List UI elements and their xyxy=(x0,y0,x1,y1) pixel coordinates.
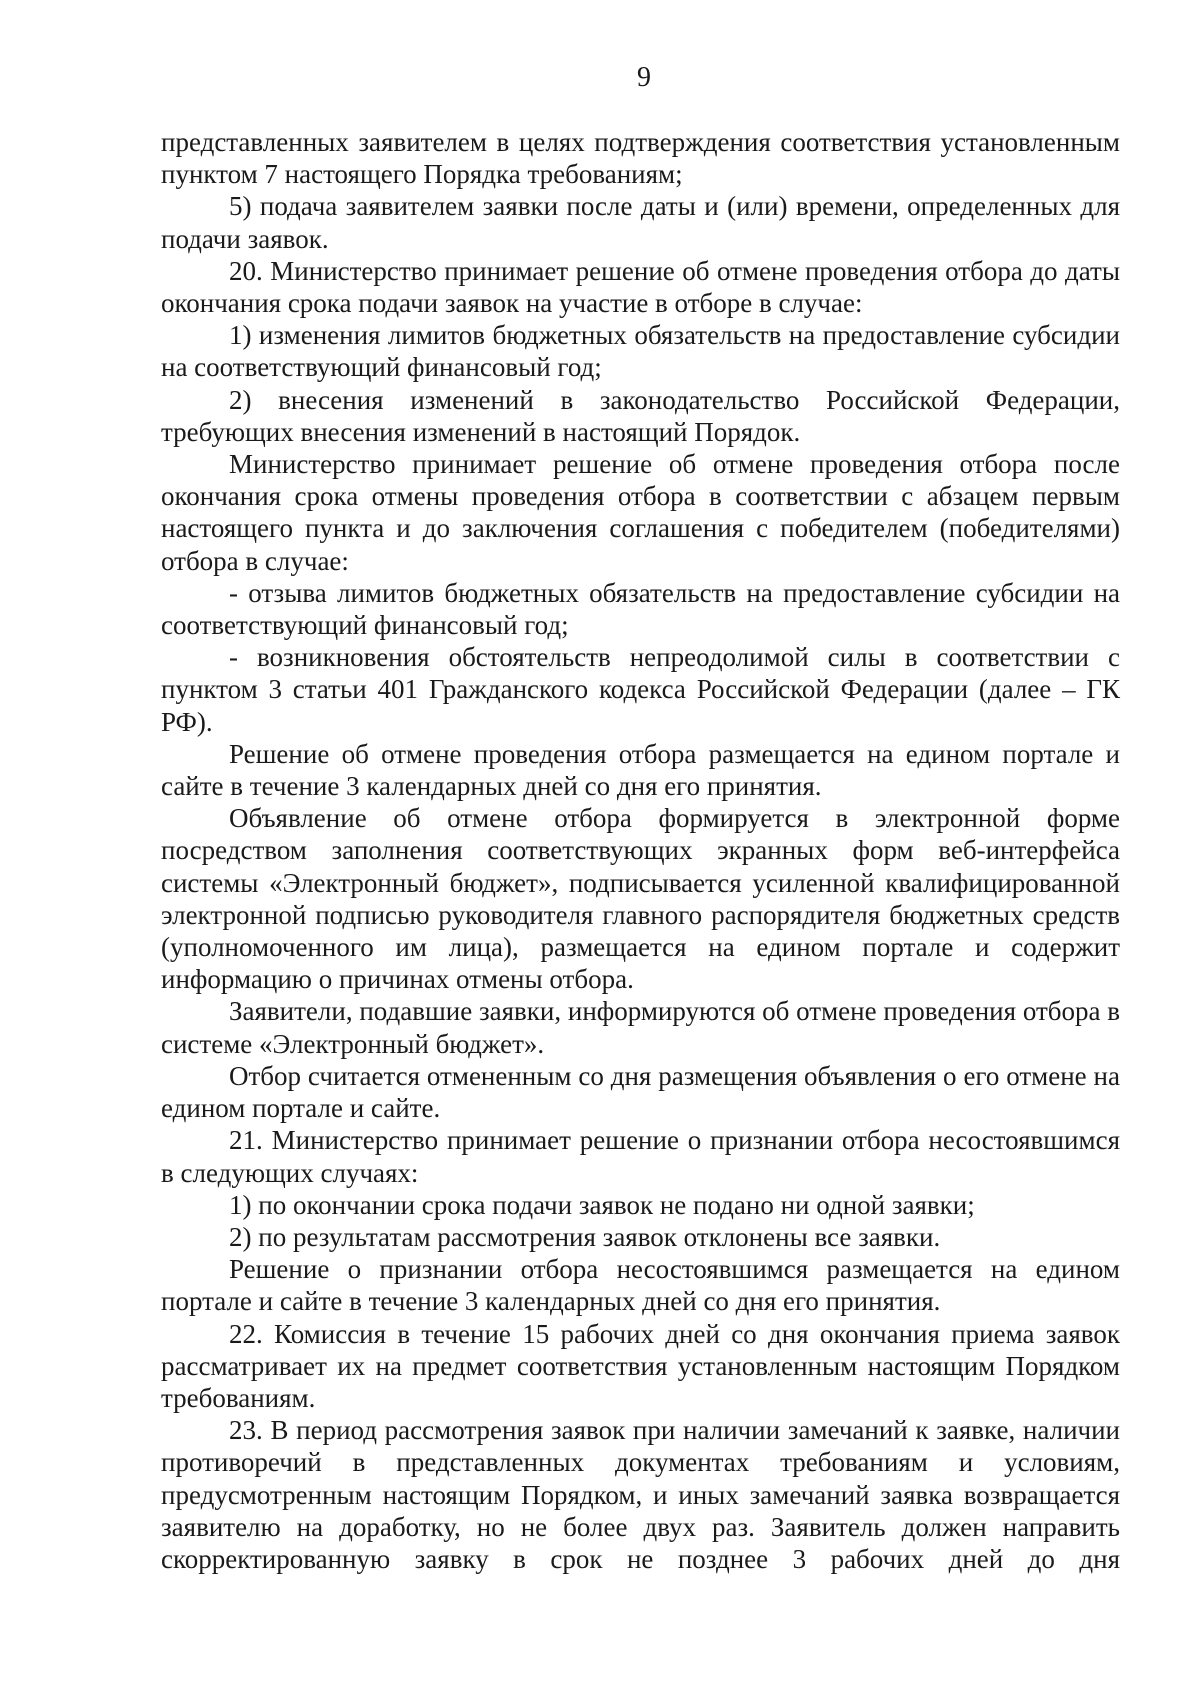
paragraph-dash-item-force-majeure: - возникновения обстоятельств непреодолимой силы в соответствии с пунктом 3 статьи 401 Гражданского кодекса Российской Федерации (далее – ГК РФ). xyxy=(161,642,1120,737)
paragraph-cancellation-after-deadline: Министерство принимает решение об отмене проведения отбора после окончания срока отмены проведения отбора в соответствии с абзацем первым настоящего пункта и до заключения соглашения с победителем (победителями) отбора в случае: xyxy=(161,449,1120,576)
paragraph-cancellation-announcement: Объявление об отмене отбора формируется в электронной форме посредством заполнения соответствующих экранных форм веб-интерфейса системы «Электронный бюджет», подписывается усиленной квалифицированной электронной подписью руководителя главного распорядителя бюджетных средств (уполномоченного им лица), размещается на едином портале и содержит информацию о причинах отмены отбора. xyxy=(161,803,1120,995)
paragraph-failed-item-1: 1) по окончании срока подачи заявок не подано ни одной заявки; xyxy=(229,1189,975,1220)
paragraph-cancellation-effective: Отбор считается отмененным со дня размещения объявления о его отмене на едином портале и сайте. xyxy=(161,1060,1120,1124)
paragraph-continuation: представленных заявителем в целях подтверждения соответствия установленным пунктом 7 настоящего Порядка требованиям; xyxy=(161,127,1120,190)
paragraph-dash-item-limits: - отзыва лимитов бюджетных обязательств на предоставление субсидии на соответствующий финансовый год; xyxy=(161,577,1120,641)
paragraph-list-item-5: 5) подача заявителем заявки после даты и (или) времени, определенных для подачи заявок. xyxy=(161,191,1120,254)
paragraph-failed-item-2: 2) по результатам рассмотрения заявок отклонены все заявки. xyxy=(229,1221,941,1252)
page-number: 9 xyxy=(637,62,651,93)
paragraph-cancellation-publication: Решение об отмене проведения отбора размещается на едином портале и сайте в течение 3 календарных дней со дня его принятия. xyxy=(161,738,1120,802)
paragraph-clause-23: 23. В период рассмотрения заявок при наличии замечаний к заявке, наличии противоречий в представленных документах требованиям и условиям, предусмотренным настоящим Порядком, и иных замечаний заявка возвращается заявителю на доработку, но не более двух раз. Заявитель должен направить скорректированную заявку в срок не позднее 3 рабочих дней до дня xyxy=(161,1415,1120,1574)
paragraph-list-item-2: 2) внесения изменений в законодательство Российской Федерации, требующих внесения изменений в настоящий Порядок. xyxy=(161,384,1120,447)
paragraph-list-item-1: 1) изменения лимитов бюджетных обязательств на предоставление субсидии на соответствующий финансовый год; xyxy=(161,320,1120,383)
paragraph-clause-22: 22. Комиссия в течение 15 рабочих дней со дня окончания приема заявок рассматривает их на предмет соответствия установленным настоящим Порядком требованиям. xyxy=(161,1318,1120,1413)
paragraph-clause-21: 21. Министерство принимает решение о признании отбора несостоявшимся в следующих случаях: xyxy=(161,1125,1120,1188)
paragraph-applicants-informed: Заявители, подавшие заявки, информируются об отмене проведения отбора в системе «Электронный бюджет». xyxy=(161,996,1120,1059)
paragraph-clause-20: 20. Министерство принимает решение об отмене проведения отбора до даты окончания срока подачи заявок на участие в отборе в случае: xyxy=(161,255,1120,319)
document-body xyxy=(161,126,1120,1575)
paragraph-failed-publication: Решение о признании отбора несостоявшимся размещается на едином портале и сайте в течение 3 календарных дней со дня его принятия. xyxy=(161,1254,1120,1317)
